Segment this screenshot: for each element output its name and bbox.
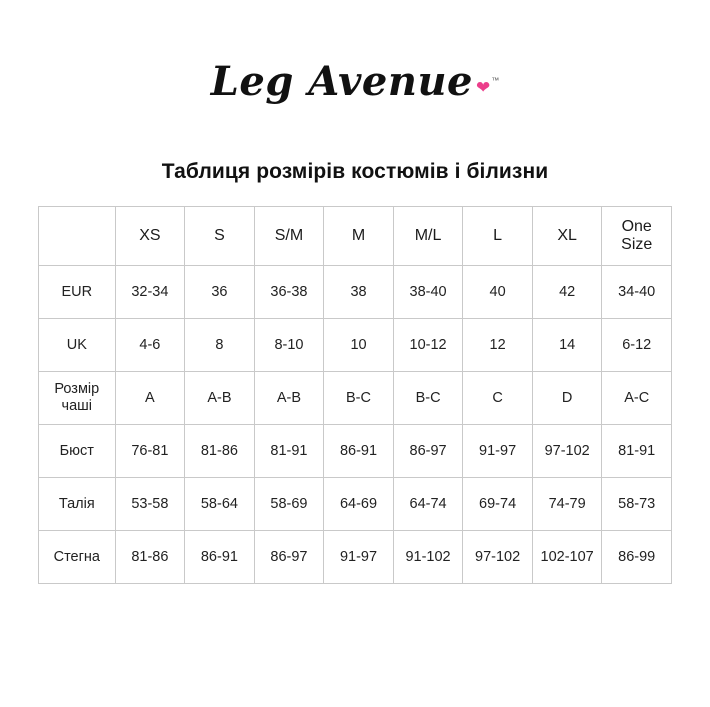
table-row [39, 531, 672, 584]
table-row-label: Розмір чаші [39, 372, 116, 425]
size-chart-page [0, 52, 710, 707]
table-cell: 97-102 [463, 531, 533, 584]
table-row-label: UK [39, 319, 116, 372]
table-cell: 34-40 [602, 266, 672, 319]
table-cell: A-B [254, 372, 324, 425]
table-row [39, 478, 672, 531]
table-cell: 81-91 [602, 425, 672, 478]
table-cell: 76-81 [115, 425, 185, 478]
table-cell: 6-12 [602, 319, 672, 372]
heart-icon: ❤ [475, 78, 491, 97]
table-column-header: L [463, 207, 533, 266]
trademark-symbol: ™ [491, 76, 500, 85]
table-cell: B-C [393, 372, 463, 425]
table-cell: 8-10 [254, 319, 324, 372]
table-cell: 58-69 [254, 478, 324, 531]
table-cell: 36-38 [254, 266, 324, 319]
table-row-label: Талія [39, 478, 116, 531]
table-cell: A [115, 372, 185, 425]
table-row [39, 319, 672, 372]
table-cell: 32-34 [115, 266, 185, 319]
table-column-header: S/M [254, 207, 324, 266]
table-cell: 86-91 [324, 425, 394, 478]
brand-logo [0, 52, 710, 112]
table-column-header: M/L [393, 207, 463, 266]
table-row [39, 266, 672, 319]
table-column-header: One Size [602, 207, 672, 266]
brand-logo-text: Leg Avenue [210, 58, 473, 105]
table-cell: 40 [463, 266, 533, 319]
table-cell: 86-97 [393, 425, 463, 478]
table-cell: 81-91 [254, 425, 324, 478]
page-title: Таблиця розмірів костюмів і білизни [161, 160, 549, 183]
table-cell: A-C [602, 372, 672, 425]
table-row-label: Бюст [39, 425, 116, 478]
table-cell: A-B [185, 372, 255, 425]
table-cell: 10 [324, 319, 394, 372]
table-cell: 12 [463, 319, 533, 372]
table-row-label: Стегна [39, 531, 116, 584]
table-cell: 74-79 [532, 478, 602, 531]
table-cell: 81-86 [115, 531, 185, 584]
table-cell: B-C [324, 372, 394, 425]
table-cell: 38 [324, 266, 394, 319]
table-header-row [39, 207, 672, 266]
table-cell: 102-107 [532, 531, 602, 584]
table-cell: 86-91 [185, 531, 255, 584]
table-cell: 69-74 [463, 478, 533, 531]
table-cell: 10-12 [393, 319, 463, 372]
table-cell: D [532, 372, 602, 425]
table-cell: 64-69 [324, 478, 394, 531]
table-cell: 4-6 [115, 319, 185, 372]
table-cell: 64-74 [393, 478, 463, 531]
table-cell: 14 [532, 319, 602, 372]
table-cell: 97-102 [532, 425, 602, 478]
table-row [39, 372, 672, 425]
table-cell: 53-58 [115, 478, 185, 531]
table-cell: 36 [185, 266, 255, 319]
table-row [39, 425, 672, 478]
table-column-header: M [324, 207, 394, 266]
table-cell: 58-73 [602, 478, 672, 531]
table-cell: 8 [185, 319, 255, 372]
table-cell: C [463, 372, 533, 425]
table-row-label: EUR [39, 266, 116, 319]
table-column-header: XS [115, 207, 185, 266]
table-column-header: S [185, 207, 255, 266]
table-cell: 91-97 [324, 531, 394, 584]
table-cell: 58-64 [185, 478, 255, 531]
table-cell: 86-99 [602, 531, 672, 584]
table-cell: 81-86 [185, 425, 255, 478]
table-cell: 86-97 [254, 531, 324, 584]
table-column-header: XL [532, 207, 602, 266]
table-cell: 38-40 [393, 266, 463, 319]
table-cell: 91-102 [393, 531, 463, 584]
table-cell: 42 [532, 266, 602, 319]
table-corner-cell [39, 207, 116, 266]
size-table [38, 206, 672, 584]
size-table-container [38, 206, 672, 584]
table-cell: 91-97 [463, 425, 533, 478]
